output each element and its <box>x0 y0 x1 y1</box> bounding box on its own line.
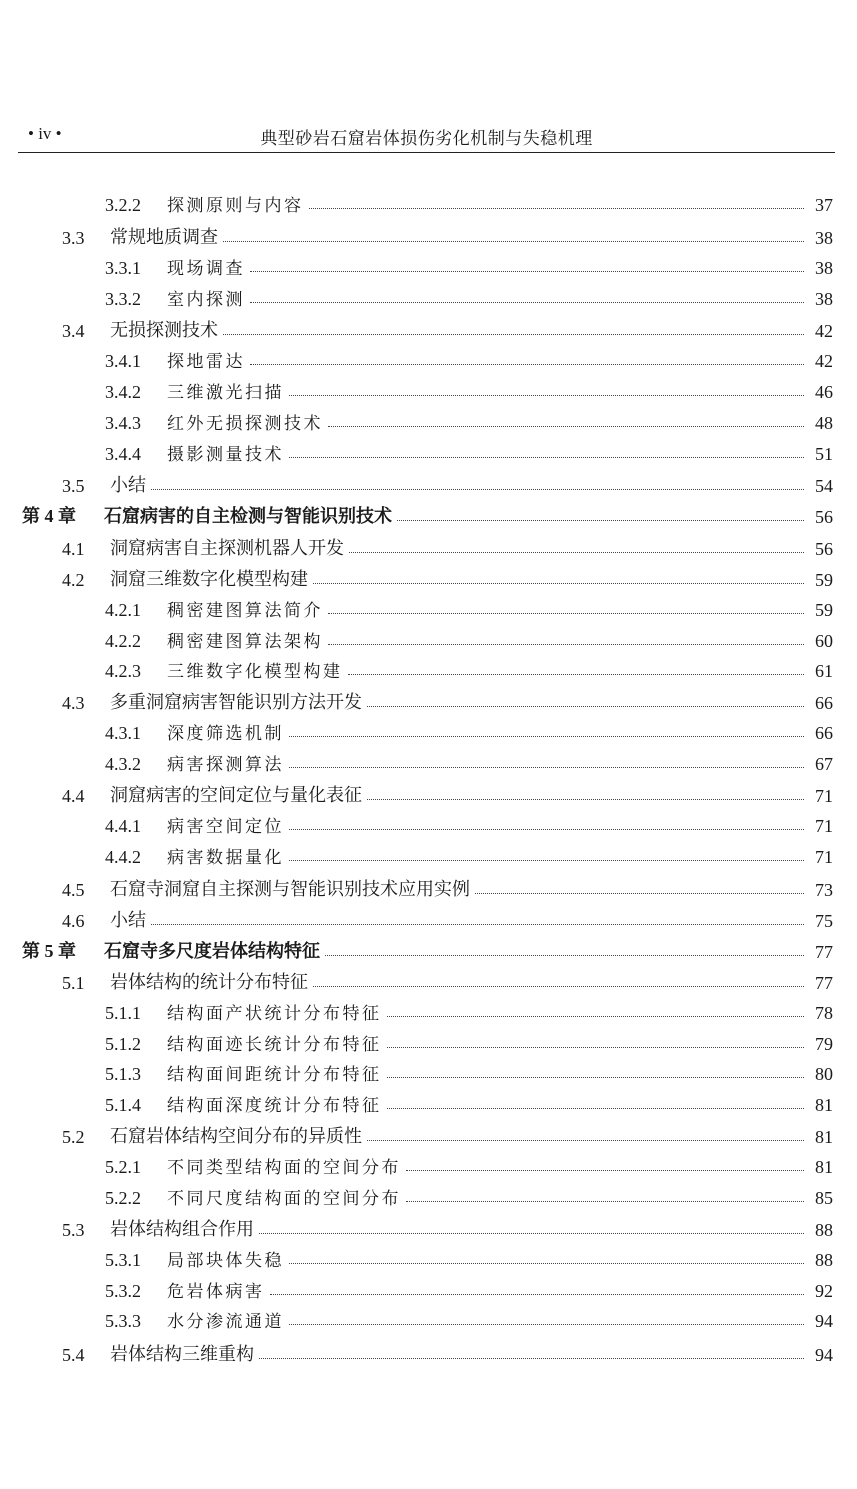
dot-leader <box>348 674 805 675</box>
dot-leader <box>250 364 804 365</box>
toc-page-number: 75 <box>815 911 833 931</box>
toc-entry-title: 小结 <box>110 910 146 931</box>
toc-page-number: 94 <box>815 1345 833 1365</box>
toc-page-number: 92 <box>815 1281 833 1301</box>
toc-entry-title: 三维激光扫描 <box>167 383 284 403</box>
toc-subsection-row <box>105 622 833 652</box>
toc-entry-number: 5.3.3 <box>105 1311 141 1331</box>
toc-page-number: 38 <box>815 228 833 248</box>
dot-leader <box>289 1324 804 1325</box>
toc-entry-title: 病害探测算法 <box>167 755 284 775</box>
toc-entry-title: 无损探测技术 <box>110 320 218 341</box>
toc-entry-title: 常规地质调查 <box>110 227 218 248</box>
toc-entry-title: 三维数字化模型构建 <box>167 662 343 682</box>
toc-entry-number: 3.3.1 <box>105 258 141 278</box>
toc-page-number: 78 <box>815 1003 833 1023</box>
toc-section-row <box>62 561 833 591</box>
toc-subsection-row <box>105 249 833 279</box>
toc-page-number: 66 <box>815 723 833 743</box>
dot-leader <box>289 736 804 737</box>
toc-entry-number: 4.2 <box>62 570 85 590</box>
toc-subsection-row <box>105 1148 833 1178</box>
toc-page-number: 81 <box>815 1127 833 1147</box>
toc-entry-title: 探测原则与内容 <box>167 196 304 216</box>
toc-page-number: 81 <box>815 1095 833 1115</box>
toc-page-number: 42 <box>815 351 833 371</box>
toc-subsection-row <box>105 1086 833 1116</box>
toc-entry-number: 3.4.3 <box>105 413 141 433</box>
dot-leader <box>367 706 804 707</box>
toc-entry-title: 岩体结构三维重构 <box>110 1344 254 1365</box>
toc-entry-number: 3.5 <box>62 476 85 496</box>
toc-page-number: 79 <box>815 1034 833 1054</box>
toc-subsection-row <box>105 1302 833 1332</box>
toc-entry-title: 岩体结构组合作用 <box>110 1219 254 1240</box>
toc-entry-title: 不同类型结构面的空间分布 <box>167 1158 401 1178</box>
toc-entry-number: 4.3.2 <box>105 754 141 774</box>
toc-entry-number: 3.2.2 <box>105 195 141 215</box>
toc-subsection-row <box>105 404 833 434</box>
toc-page-number: 56 <box>815 507 833 527</box>
toc-page-number: 56 <box>815 539 833 559</box>
toc-page-number: 54 <box>815 476 833 496</box>
toc-section-row <box>62 902 833 932</box>
toc-entry-number: 第 5 章 <box>22 941 76 961</box>
toc-page-number: 46 <box>815 382 833 402</box>
toc-subsection-row <box>105 435 833 465</box>
toc-subsection-row <box>105 186 833 216</box>
dot-leader <box>151 489 804 490</box>
toc-entry-title: 岩体结构的统计分布特征 <box>110 972 308 993</box>
toc-entry-title: 结构面产状统计分布特征 <box>167 1004 382 1024</box>
toc-chapter-row <box>22 933 833 963</box>
toc-entry-title: 深度筛选机制 <box>167 724 284 744</box>
toc-section-row <box>62 1336 833 1366</box>
toc-entry-number: 5.1.4 <box>105 1095 141 1115</box>
toc-section-row <box>62 1211 833 1241</box>
dot-leader <box>328 426 804 427</box>
dot-leader <box>367 799 804 800</box>
toc-page-number: 67 <box>815 754 833 774</box>
toc-section-row <box>62 777 833 807</box>
toc-entry-number: 5.3 <box>62 1220 85 1240</box>
toc-chapter-row <box>22 498 833 528</box>
toc-entry-title: 现场调查 <box>167 259 245 279</box>
toc-page-number: 61 <box>815 661 833 681</box>
toc-entry-number: 3.3.2 <box>105 289 141 309</box>
toc-entry-title: 局部块体失稳 <box>167 1251 284 1271</box>
toc-page-number: 85 <box>815 1188 833 1208</box>
toc-page-number: 48 <box>815 413 833 433</box>
toc-entry-number: 5.4 <box>62 1345 85 1365</box>
dot-leader <box>349 552 804 553</box>
toc-subsection-row <box>105 280 833 310</box>
page-number: • iv • <box>28 124 62 143</box>
toc-section-row <box>62 684 833 714</box>
toc-entry-number: 5.1.3 <box>105 1064 141 1084</box>
toc-entry-title: 结构面深度统计分布特征 <box>167 1096 382 1116</box>
toc-entry-number: 4.2.2 <box>105 631 141 651</box>
toc-entry-number: 5.1 <box>62 973 85 993</box>
dot-leader <box>223 241 804 242</box>
dot-leader <box>313 986 804 987</box>
dot-leader <box>328 613 804 614</box>
toc-subsection-row <box>105 1272 833 1302</box>
dot-leader <box>387 1077 805 1078</box>
dot-leader <box>250 271 804 272</box>
toc-subsection-row <box>105 1241 833 1271</box>
toc-entry-title: 石窟寺洞窟自主探测与智能识别技术应用实例 <box>110 879 470 900</box>
toc-section-row <box>62 219 833 249</box>
dot-leader <box>406 1170 804 1171</box>
toc-page-number: 77 <box>815 942 833 962</box>
toc-entry-number: 5.1.2 <box>105 1034 141 1054</box>
dot-leader <box>250 302 804 303</box>
toc-page-number: 94 <box>815 1311 833 1331</box>
toc-entry-title: 结构面迹长统计分布特征 <box>167 1035 382 1055</box>
toc-page-number: 42 <box>815 321 833 341</box>
toc-entry-title: 洞窟三维数字化模型构建 <box>110 569 308 590</box>
toc-page-number: 71 <box>815 816 833 836</box>
toc-entry-title: 洞窟病害自主探测机器人开发 <box>110 538 344 559</box>
book-title: 典型砂岩石窟岩体损伤劣化机制与失稳机理 <box>260 129 593 149</box>
dot-leader <box>223 334 804 335</box>
toc-entry-title: 病害数据量化 <box>167 848 284 868</box>
dot-leader <box>387 1047 805 1048</box>
toc-subsection-row <box>105 342 833 372</box>
toc-entry-number: 5.3.2 <box>105 1281 141 1301</box>
toc-subsection-row <box>105 1179 833 1209</box>
toc-page-number: 51 <box>815 444 833 464</box>
toc-entry-title: 稠密建图算法架构 <box>167 632 323 652</box>
dot-leader <box>259 1358 804 1359</box>
toc-section-row <box>62 871 833 901</box>
toc-section-row <box>62 964 833 994</box>
toc-entry-title: 稠密建图算法简介 <box>167 601 323 621</box>
dot-leader <box>289 457 804 458</box>
toc-entry-number: 4.4.2 <box>105 847 141 867</box>
toc-subsection-row <box>105 838 833 868</box>
toc-entry-title: 多重洞窟病害智能识别方法开发 <box>110 692 362 713</box>
toc-entry-title: 室内探测 <box>167 290 245 310</box>
toc-entry-title: 探地雷达 <box>167 352 245 372</box>
dot-leader <box>325 955 804 956</box>
toc-entry-number: 5.1.1 <box>105 1003 141 1023</box>
toc-subsection-row <box>105 591 833 621</box>
toc-entry-number: 4.5 <box>62 880 85 900</box>
running-header <box>18 116 835 153</box>
toc-entry-title: 不同尺度结构面的空间分布 <box>167 1189 401 1209</box>
toc-subsection-row <box>105 745 833 775</box>
toc-entry-number: 3.4.2 <box>105 382 141 402</box>
dot-leader <box>397 520 804 521</box>
toc-entry-number: 4.6 <box>62 911 85 931</box>
toc-subsection-row <box>105 652 833 682</box>
toc-page-number: 81 <box>815 1157 833 1177</box>
toc-entry-number: 5.2 <box>62 1127 85 1147</box>
toc-page-number: 71 <box>815 786 833 806</box>
toc-page-number: 38 <box>815 289 833 309</box>
dot-leader <box>328 644 804 645</box>
dot-leader <box>270 1294 805 1295</box>
toc-page-number: 71 <box>815 847 833 867</box>
dot-leader <box>289 829 804 830</box>
dot-leader <box>151 924 804 925</box>
toc-entry-title: 红外无损探测技术 <box>167 414 323 434</box>
dot-leader <box>387 1016 805 1017</box>
toc-entry-title: 石窟病害的自主检测与智能识别技术 <box>104 506 392 527</box>
toc-entry-number: 第 4 章 <box>22 506 76 526</box>
toc-entry-title: 水分渗流通道 <box>167 1312 284 1332</box>
toc-page-number: 66 <box>815 693 833 713</box>
toc-entry-number: 3.4.1 <box>105 351 141 371</box>
dot-leader <box>387 1108 805 1109</box>
dot-leader <box>259 1233 804 1234</box>
toc-page-number: 37 <box>815 195 833 215</box>
toc-page-number: 88 <box>815 1220 833 1240</box>
toc-entry-title: 摄影测量技术 <box>167 445 284 465</box>
toc-subsection-row <box>105 1055 833 1085</box>
dot-leader <box>309 208 805 209</box>
toc-entry-number: 4.4.1 <box>105 816 141 836</box>
toc-entry-number: 5.3.1 <box>105 1250 141 1270</box>
toc-page-number: 59 <box>815 600 833 620</box>
toc-entry-number: 4.1 <box>62 539 85 559</box>
toc-section-row <box>62 467 833 497</box>
toc-entry-number: 5.2.1 <box>105 1157 141 1177</box>
toc-entry-number: 3.4.4 <box>105 444 141 464</box>
toc-page-number: 80 <box>815 1064 833 1084</box>
dot-leader <box>313 583 804 584</box>
toc-section-row <box>62 530 833 560</box>
toc-entry-number: 4.3.1 <box>105 723 141 743</box>
toc-entry-number: 4.4 <box>62 786 85 806</box>
toc-entry-title: 石窟寺多尺度岩体结构特征 <box>104 941 320 962</box>
toc-section-row <box>62 312 833 342</box>
toc-page-number: 73 <box>815 880 833 900</box>
toc-subsection-row <box>105 1025 833 1055</box>
toc-page-number: 60 <box>815 631 833 651</box>
dot-leader <box>289 395 804 396</box>
toc-entry-number: 3.3 <box>62 228 85 248</box>
dot-leader <box>289 767 804 768</box>
toc-page-number: 38 <box>815 258 833 278</box>
toc-entry-title: 危岩体病害 <box>167 1282 265 1302</box>
toc-page-number: 77 <box>815 973 833 993</box>
dot-leader <box>406 1201 804 1202</box>
toc-entry-number: 3.4 <box>62 321 85 341</box>
toc-entry-number: 4.3 <box>62 693 85 713</box>
toc-entry-number: 5.2.2 <box>105 1188 141 1208</box>
toc-subsection-row <box>105 994 833 1024</box>
dot-leader <box>289 1263 804 1264</box>
toc-entry-title: 小结 <box>110 475 146 496</box>
dot-leader <box>289 860 804 861</box>
toc-entry-title: 病害空间定位 <box>167 817 284 837</box>
toc-subsection-row <box>105 373 833 403</box>
toc-page-number: 59 <box>815 570 833 590</box>
toc-section-row <box>62 1118 833 1148</box>
toc-entry-title: 石窟岩体结构空间分布的异质性 <box>110 1126 362 1147</box>
toc-subsection-row <box>105 807 833 837</box>
toc-entry-number: 4.2.1 <box>105 600 141 620</box>
toc-subsection-row <box>105 714 833 744</box>
toc-page-number: 88 <box>815 1250 833 1270</box>
toc-entry-title: 结构面间距统计分布特征 <box>167 1065 382 1085</box>
toc-entry-number: 4.2.3 <box>105 661 141 681</box>
dot-leader <box>367 1140 804 1141</box>
toc-entry-title: 洞窟病害的空间定位与量化表征 <box>110 785 362 806</box>
dot-leader <box>475 893 804 894</box>
